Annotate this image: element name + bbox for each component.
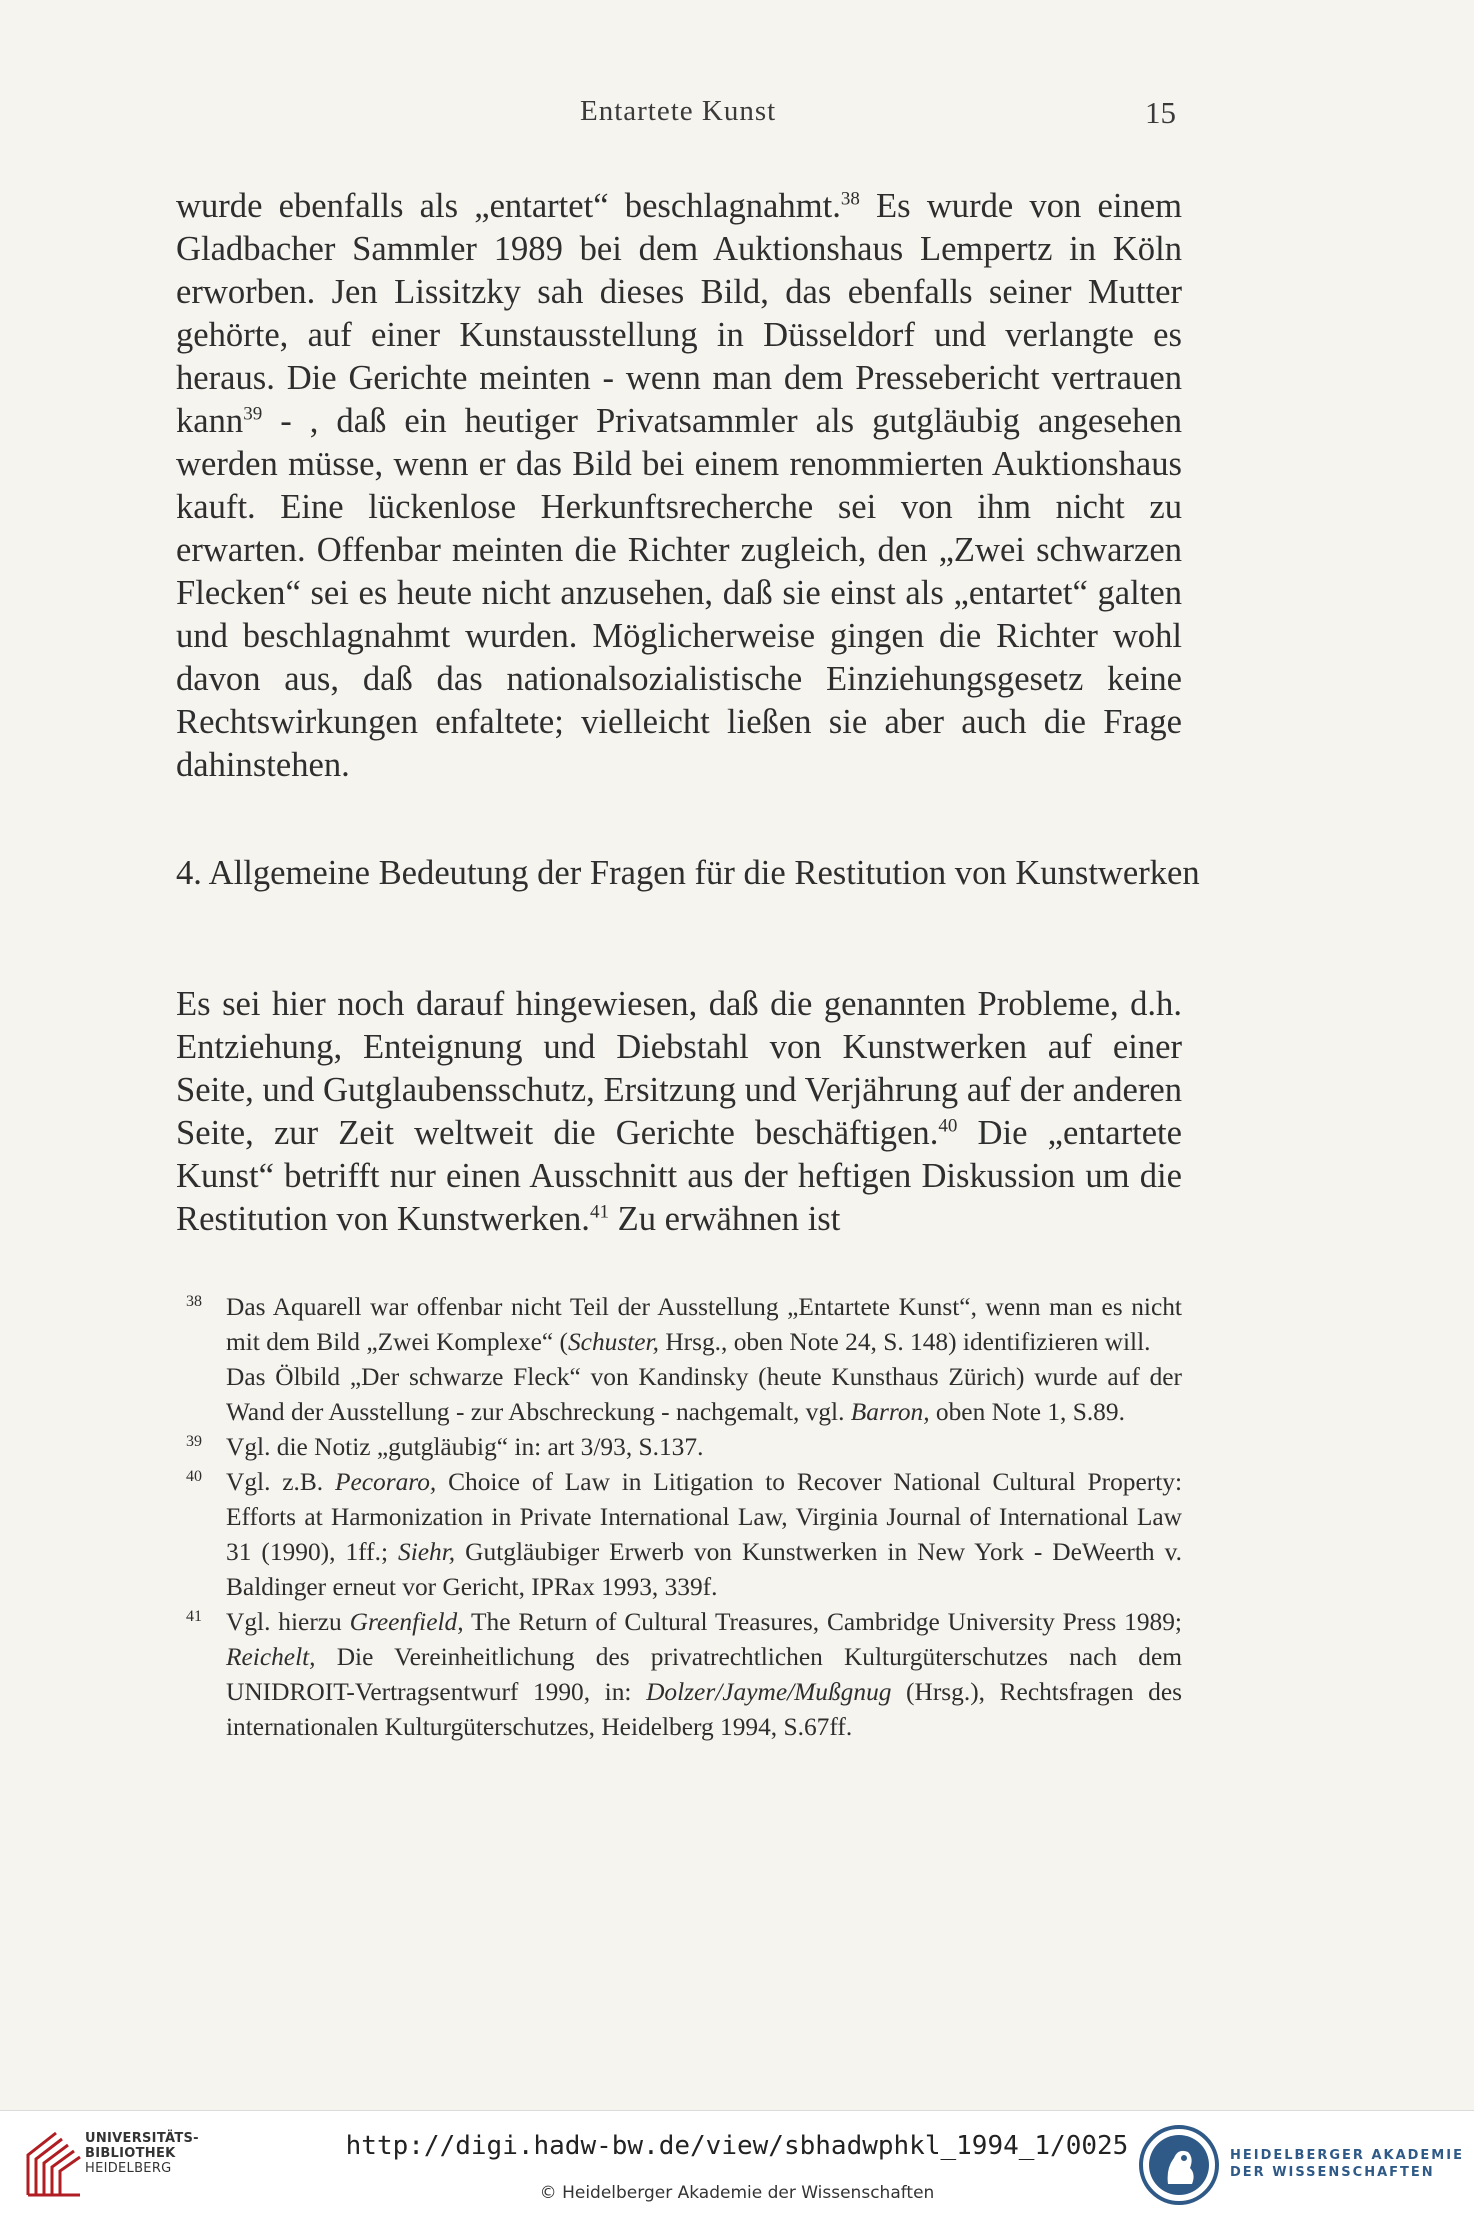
viewer-footer [0,2110,1474,2219]
footnote-text: Das Aquarell war offenbar nicht Teil der Ausstellung „Entartete Kunst“, wenn man es nicht mit dem Bild „Zwei Komplexe“ ( [226,1293,1182,1356]
page-number: 15 [1145,95,1176,130]
footnote-text: Vgl. z.B. [226,1468,335,1496]
footnote-ref-38: 38 [840,188,860,210]
paragraph-text: - , daß ein heutiger Privatsammler als gutgläubig angesehen werden müsse, wenn er das Bild bei einem renommierten Auktionshaus kauft. Eine lückenlose Herkunftsrecherche sei von ihm nicht zu erwarten. Offenbar meinten die Richter zugleich, den „Zwei schwarzen Flecken“ sei es heute nicht anzusehen, daß sie einst als „entartet“ galten und beschlagnahmt wurden. Möglicherweise gingen die Richter wohl davon aus, daß das nationalsozialistische Einziehungsgesetz keine Rechtswirkungen enfaltete; vielleicht ließen sie aber auch die Frage dahinstehen. [176,402,1182,784]
footnote-number: 40 [186,1468,202,1485]
academy-seal-icon [1138,2124,1220,2206]
footnote-text: The Return of Cultural Treasures, Cambridge University Press 1989; [463,1608,1182,1636]
section-heading: 4. Allgemeine Bedeutung der Fragen für die Restitution von Kunstwerken [176,854,1200,892]
footnote-text: Die Vereinheitlichung des privatrechtlichen Kulturgüterschutzes nach dem UNIDROIT-Vertragsentwurf 1990, in: [226,1643,1182,1706]
footnote-author: Dolzer/Jayme/Mußgnug [646,1678,892,1706]
footnote-number: 41 [186,1608,202,1625]
footnote-40 [176,1465,1182,1605]
paragraph-text: Es sei hier noch darauf hingewiesen, daß die genannten Probleme, d.h. Entziehung, Enteignung und Diebstahl von Kunstwerken auf einer Seite, und Gutglaubensschutz, Ersitzung und Verjährung auf der anderen Seite, zur Zeit weltweit die Gerichte beschäftigen. [176,985,1182,1152]
library-name-line: UNIVERSITÄTS- [85,2131,199,2146]
running-title: Entartete Kunst [580,95,777,127]
footnote-text: Gutgläubiger Erwerb von Kunstwerken in New York - DeWeerth v. Baldinger erneut vor Gericht, IPRax 1993, 339f. [226,1538,1182,1601]
paragraph-text: Es wurde von einem Gladbacher Sammler 1989 bei dem Auktionshaus Lempertz in Köln erworben. Jen Lissitzky sah dieses Bild, das ebenfalls seiner Mutter gehörte, auf einer Kunstausstellung in Düsseldorf und verlangte es heraus. Die Gerichte meinten - wenn man dem Pressebericht vertrauen kann [176,187,1182,440]
footnote-author: Pecoraro, [334,1468,437,1496]
footnote-text: Vgl. hierzu [226,1608,350,1636]
footnote-author: Siehr, [398,1538,456,1566]
document-url-link[interactable]: http://digi.hadw-bw.de/view/sbhadwphkl_1994_1/0025 [345,2131,1129,2161]
academy-name-line: HEIDELBERGER AKADEMIE [1230,2148,1464,2163]
paragraph-text: wurde ebenfalls als „entartet“ beschlagnahmt. [176,187,841,225]
footnote-author: Reichelt, [226,1643,316,1671]
paragraph-text: Zu erwähnen ist [608,1200,841,1238]
footnote-38 [176,1290,1182,1430]
footnote-ref-40: 40 [938,1115,958,1137]
footnote-number: 39 [186,1433,202,1450]
footnote-ref-39: 39 [243,403,263,425]
library-name-line: HEIDELBERG [85,2161,172,2176]
paragraph-text: Die „entartete Kunst“ betrifft nur einen Ausschnitt aus der heftigen Diskussion um die Restitution von Kunstwerken. [176,1114,1183,1238]
footnote-author: Schuster, [567,1328,659,1356]
footnote-text: Choice of Law in Litigation to Recover National Cultural Property: Efforts at Harmonization in Private International Law, Virginia Journal of International Law 31 (1990), 1ff.; [226,1468,1182,1566]
body-paragraph-1 [176,185,1182,787]
academy-name-line: DER WISSENSCHAFTEN [1230,2165,1435,2180]
footnote-text: Vgl. die Notiz „gutgläubig“ in: art 3/93, S.137. [226,1433,704,1461]
body-paragraph-2 [176,983,1182,1241]
footnote-text: (Hrsg.), Rechtsfragen des internationalen Kulturgüterschutzes, Heidelberg 1994, S.67ff. [226,1678,1182,1741]
library-name-line: BIBLIOTHEK [85,2146,176,2161]
footnote-text: Hrsg., oben Note 24, S. 148) identifizieren will. [658,1328,1151,1356]
copyright-notice: © Heidelberger Akademie der Wissenschaften [539,2183,935,2203]
academy-name [1230,2147,1464,2181]
footnote-text: oben Note 1, S.89. [929,1398,1125,1426]
footnote-39 [176,1430,1182,1465]
footnote-number: 38 [186,1293,202,1310]
footnotes [176,1290,1182,1745]
footnote-author: Greenfield, [349,1608,464,1636]
footnote-text: Das Ölbild „Der schwarze Fleck“ von Kandinsky (heute Kunsthaus Zürich) wurde auf der Wand der Ausstellung - zur Abschreckung - nachgemalt, vgl. [226,1363,1182,1426]
footnote-41 [176,1605,1182,1745]
footnote-ref-41: 41 [589,1201,609,1223]
footnote-author: Barron, [850,1398,930,1426]
